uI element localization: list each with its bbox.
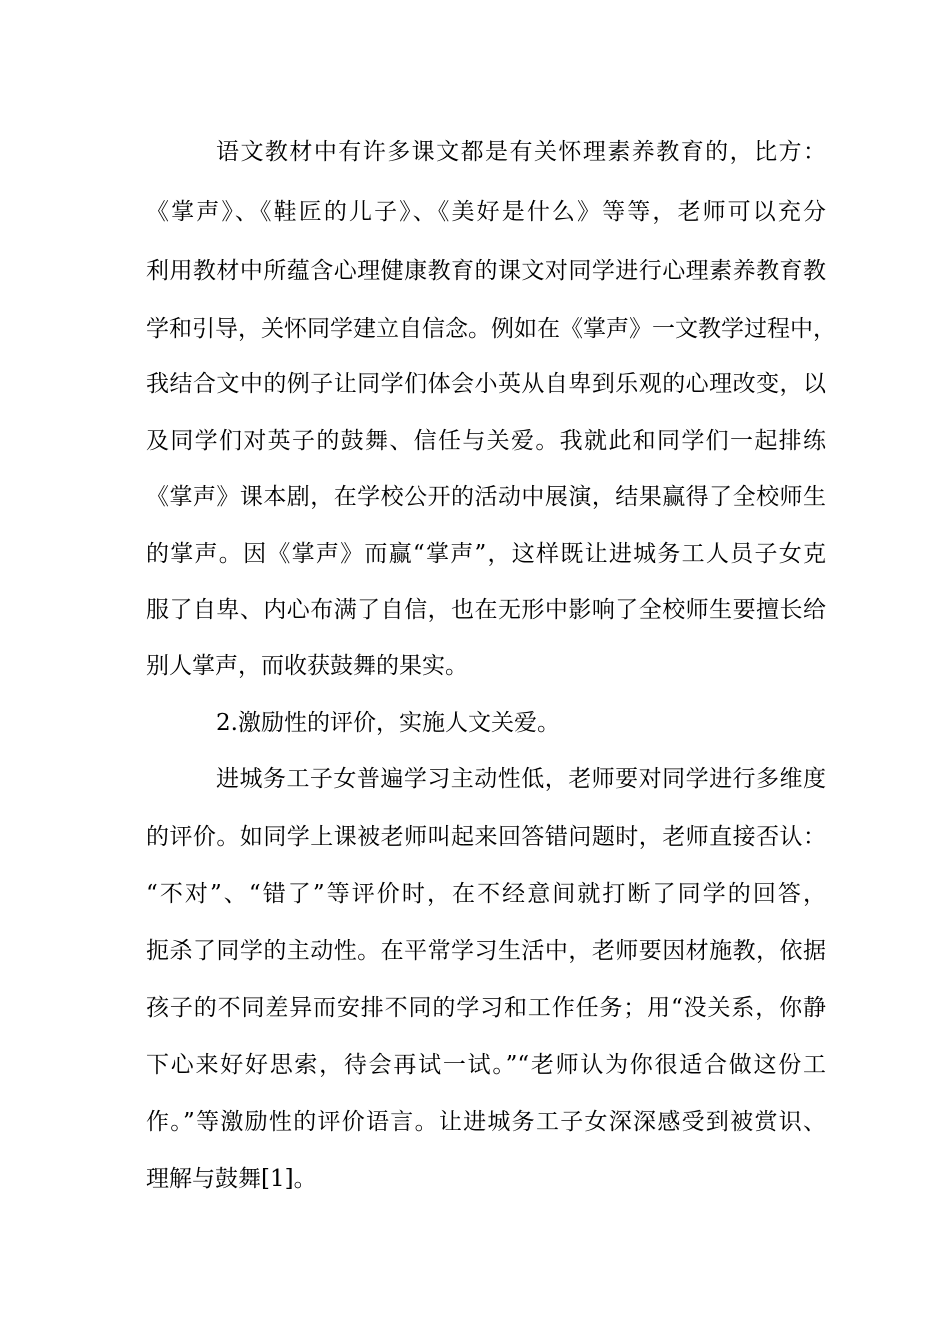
paragraph-2-line-7: 作。”等激励性的评价语言。让进城务工子女深深感受到被赏识、 (146, 1109, 826, 1135)
paragraph-2-line-5: 孩子的不同差异而安排不同的学习和工作任务；用“没关系，你静 (146, 995, 826, 1021)
paragraph-1-line-9: 服了自卑、内心布满了自信，也在无形中影响了全校师生要擅长给 (146, 597, 826, 623)
paragraph-2-line-4: 扼杀了同学的主动性。在平常学习生活中，老师要因材施教，依据 (146, 938, 826, 964)
paragraph-1-line-8: 的掌声。因《掌声》而赢“掌声”，这样既让进城务工人员子女克 (146, 541, 826, 567)
paragraph-2-line-2: 的评价。如同学上课被老师叫起来回答错问题时，老师直接否认： (146, 824, 826, 850)
paragraph-2-line-3: “不对”、“错了”等评价时，在不经意间就打断了同学的回答， (146, 881, 826, 907)
paragraph-1-line-10: 别人掌声，而收获鼓舞的果实。 (146, 653, 468, 679)
paragraph-1-line-5: 我结合文中的例子让同学们体会小英从自卑到乐观的心理改变，以 (146, 371, 826, 397)
paragraph-2-line-1: 进城务工子女普遍学习主动性低，老师要对同学进行多维度 (216, 766, 826, 792)
paragraph-1-line-1: 语文教材中有许多课文都是有关怀理素养教育的，比方： (216, 139, 826, 165)
paragraph-1-line-4: 学和引导，关怀同学建立自信念。例如在《掌声》一文教学过程中， (146, 316, 836, 342)
paragraph-1-line-2: 《掌声》、《鞋匠的儿子》、《美好是什么》等等，老师可以充分 (146, 199, 826, 225)
paragraph-2-line-6: 下心来好好思索，待会再试一试。”“老师认为你很适合做这份工 (146, 1052, 826, 1078)
paragraph-1-line-6: 及同学们对英子的鼓舞、信任与关爱。我就此和同学们一起排练 (146, 428, 826, 454)
paragraph-2-line-8: 理解与鼓舞[1]。 (146, 1166, 317, 1192)
section-heading: 2.激励性的评价，实施人文关爱。 (216, 710, 560, 736)
paragraph-1-line-7: 《掌声》课本剧，在学校公开的活动中展演，结果赢得了全校师生 (146, 484, 826, 510)
paragraph-1-line-3: 利用教材中所蕴含心理健康教育的课文对同学进行心理素养教育教 (146, 258, 826, 284)
